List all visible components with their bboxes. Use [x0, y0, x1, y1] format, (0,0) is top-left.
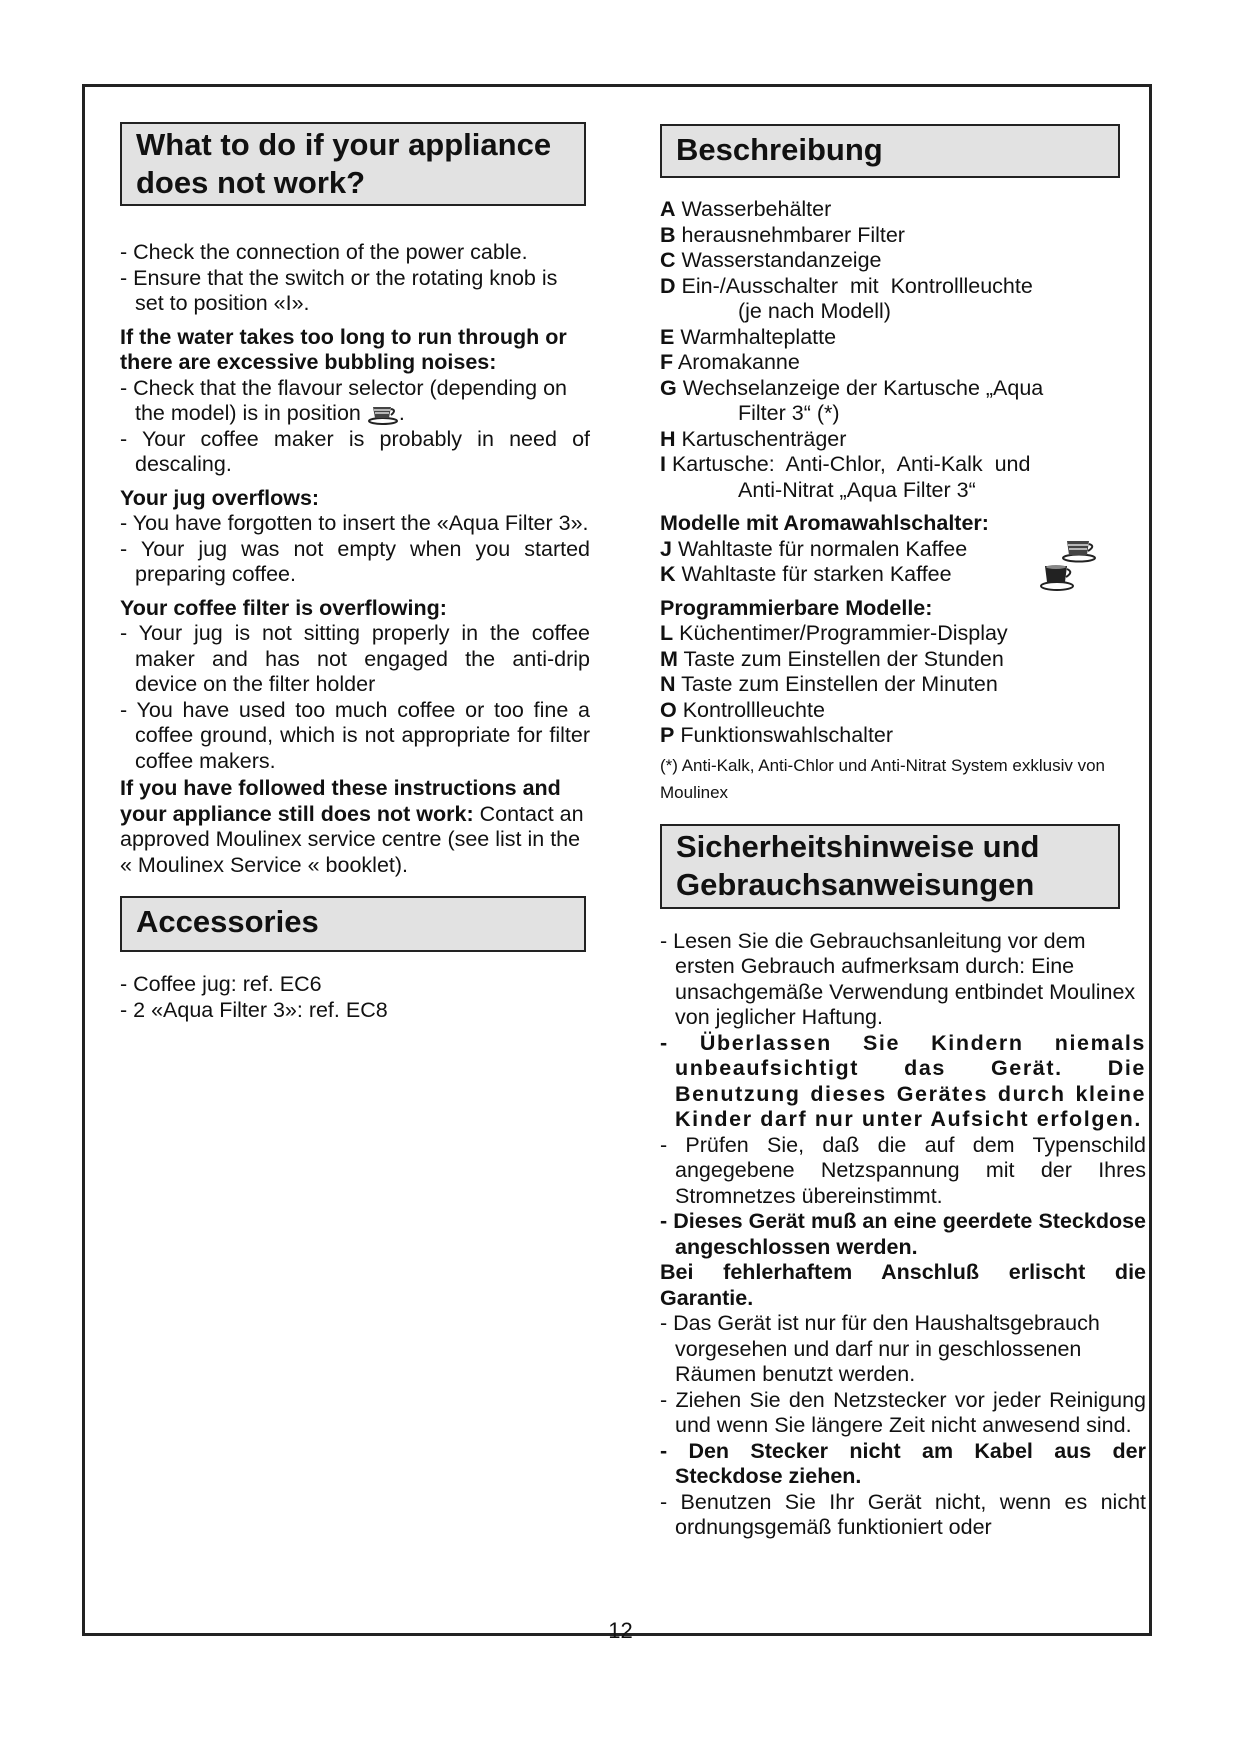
prog-item-p: P Funktionswahlschalter: [660, 723, 894, 747]
part-item-g-cont: Filter 3“ (*): [738, 401, 840, 425]
accessories-list: [120, 972, 590, 1023]
part-item-a: A Wasserbehälter: [660, 197, 832, 221]
jug-tip-1: - You have forgotten to insert the «Aqua Filter 3».: [120, 511, 589, 535]
safety-item: - Ziehen Sie den Netzstecker vor jeder Reinigung und wenn Sie längere Zeit nicht anwesend sind.: [660, 1387, 1146, 1437]
check-cable: - Check the connection of the power cable.: [120, 240, 528, 264]
troubleshooting-body: [120, 240, 590, 878]
filter-heading: Your coffee filter is overflowing:: [120, 595, 447, 620]
part-item-d-cont: (je nach Modell): [738, 299, 891, 323]
right-column: [660, 124, 1146, 1541]
accessory-item: - 2 «Aqua Filter 3»: ref. EC8: [120, 997, 388, 1022]
page-number: 12: [608, 1618, 633, 1643]
part-item-i: I Kartusche: Anti-Chlor, Anti-Kalk und: [660, 452, 1031, 476]
water-heading: If the water takes too long to run through or there are excessive bubbling noises:: [120, 324, 567, 374]
check-switch: - Ensure that the switch or the rotating knob is set to position «I».: [120, 265, 558, 315]
filter-tip-2: - You have used too much coffee or too fine a coffee ground, which is not appropriate for filter coffee makers.: [120, 697, 590, 773]
accessories-heading: Accessories: [120, 896, 586, 952]
prog-item-n: N Taste zum Einstellen der Minuten: [660, 672, 998, 696]
part-item-f: F Aromakanne: [660, 350, 800, 374]
safety-item: - Dieses Gerät muß an eine geerdete Steckdose angeschlossen werden.: [660, 1209, 1146, 1259]
part-item-h: H Kartuschenträger: [660, 426, 847, 451]
safety-item: - Lesen Sie die Gebrauchsanleitung vor dem ersten Gebrauch aufmerksam durch: Eine unsachgemäße Verwendung entbindet Moulinex von jeglicher Haftung.: [660, 928, 1136, 1029]
aroma-item-k: K Wahltaste für starken Kaffee: [660, 562, 952, 586]
accessory-item: - Coffee jug: ref. EC6: [120, 972, 322, 996]
safety-item: - Das Gerät ist nur für den Haushaltsgebrauch vorgesehen und darf nur in geschlossenen Räumen benutzt werden.: [660, 1311, 1100, 1386]
beschreibung-heading: Beschreibung: [660, 124, 1120, 178]
prog-item-l: L Küchentimer/Programmier-Display: [660, 621, 1008, 645]
troubleshooting-heading: What to do if your appliance does not work?: [120, 122, 586, 206]
prog-item-o: O Kontrollleuchte: [660, 697, 825, 722]
jug-tip-2: - Your jug was not empty when you started preparing coffee.: [120, 536, 590, 586]
aroma-heading: Modelle mit Aromawahlschalter:: [660, 511, 989, 535]
safety-list: [660, 929, 1146, 1541]
safety-item: - Prüfen Sie, daß die auf dem Typenschild angegebene Netzspannung mit der Ihres Stromnetzes übereinstimmt.: [660, 1132, 1146, 1208]
water-tip-1: - Check that the flavour selector (depending on the model) is in position .: [120, 375, 567, 425]
part-item-d: D Ein-/Ausschalter mit Kontrollleuchte: [660, 273, 1033, 298]
safety-item: - Überlassen Sie Kindern niemals unbeaufsichtigt das Gerät. Die Benutzung dieses Gerätes durch kleine Kinder darf nur unter Aufsicht erfolgen.: [660, 1030, 1146, 1131]
filter-tip-1: - Your jug is not sitting properly in the coffee maker and has not engaged the anti-drip device on the filter holder: [120, 621, 590, 696]
safety-heading: Sicherheitshinweise und Gebrauchsanweisungen: [660, 824, 1120, 909]
part-item-e: E Warmhalteplatte: [660, 324, 837, 349]
strong-coffee-icon: [1038, 562, 1076, 592]
part-item-c: C Wasserstandanzeige: [660, 248, 882, 272]
part-item-i-cont: Anti-Nitrat „Aqua Filter 3“: [738, 477, 976, 502]
part-item-b: B herausnehmbarer Filter: [660, 222, 905, 247]
safety-item: - Benutzen Sie Ihr Gerät nicht, wenn es nicht ordnungsgemäß funktioniert oder: [660, 1489, 1146, 1539]
normal-coffee-icon: [1060, 537, 1098, 563]
water-tip-2: - Your coffee maker is probably in need of descaling.: [120, 426, 590, 476]
footnote: (*) Anti-Kalk, Anti-Chlor und Anti-Nitrat System exklusiv von Moulinex: [660, 755, 1105, 802]
normal-coffee-icon: [367, 403, 399, 425]
safety-item: - Den Stecker nicht am Kabel aus der Steckdose ziehen.: [660, 1438, 1146, 1488]
left-column: [120, 122, 590, 1023]
prog-heading: Programmierbare Modelle:: [660, 595, 933, 620]
jug-heading: Your jug overflows:: [120, 485, 320, 510]
prog-item-m: M Taste zum Einstellen der Stunden: [660, 646, 1004, 671]
aroma-list: [660, 537, 1146, 588]
service-note: If you have followed these instructions and your appliance still does not work: Contact an approved Moulinex service centre (see list in the « Moulinex Service « booklet).: [120, 776, 584, 877]
aroma-item-j: J Wahltaste für normalen Kaffee: [660, 536, 968, 561]
safety-item: Bei fehlerhaftem Anschluß erlischt die Garantie.: [660, 1260, 1146, 1310]
part-item-g: G Wechselanzeige der Kartusche „Aqua: [660, 375, 1044, 400]
parts-list: [660, 197, 1146, 806]
